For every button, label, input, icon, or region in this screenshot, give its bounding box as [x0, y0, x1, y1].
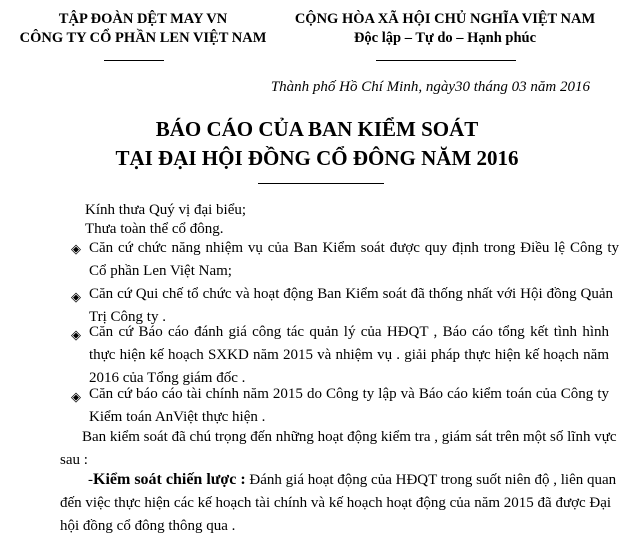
report-title-line1: BÁO CÁO CỦA BAN KIỂM SOÁT — [155, 117, 479, 141]
intro-paragraph: Ban kiểm soát đã chú trọng đến những hoạt động kiểm tra , giám sát trên một số lĩnh vực sau : — [60, 429, 617, 468]
header-left-underline — [104, 60, 164, 61]
bullet-diamond-icon: ◈ — [71, 389, 81, 404]
bullet-diamond-icon: ◈ — [71, 327, 81, 342]
section-text: Đánh giá hoạt động của HĐQT trong suốt niên độ , liên quan đến việc thực hiện các kế hoạch tài chính và kế hoạch hoạt động của năm 2015 đã được Đại hội đồng cổ đông thông qua . — [60, 472, 617, 534]
bullet-item: Căn cứ báo cáo tài chính năm 2015 do Công ty lập và Báo cáo kiểm toán của Công ty Kiểm toán AnViệt thực hiện . — [89, 386, 609, 425]
greeting-line1: Kính thưa Quý vị đại biểu; — [85, 202, 247, 218]
header-right-underline — [376, 60, 516, 61]
section-heading: Kiểm soát chiến lược : — [93, 471, 246, 488]
greeting-line2: Thưa toàn thể cổ đông. — [85, 221, 224, 237]
national-motto-subtitle: Độc lập – Tự do – Hạnh phúc — [353, 30, 537, 46]
national-motto-title: CỘNG HÒA XÃ HỘI CHỦ NGHĨA VIỆT NAM — [294, 11, 596, 27]
title-underline — [258, 183, 384, 184]
national-header — [270, 11, 620, 47]
section-dash: - — [88, 472, 93, 488]
report-title-line2: TẠI ĐẠI HỘI ĐỒNG CỔ ĐÔNG NĂM 2016 — [115, 146, 519, 170]
bullet-item: Căn cứ Qui chế tổ chức và hoạt động Ban Kiểm soát đã thống nhất với Hội đồng Quản Trị Công ty . — [89, 286, 613, 325]
strategy-control-paragraph — [60, 468, 622, 538]
date-line: Thành phố Hồ Chí Minh, ngày30 tháng 03 năm 2016 — [270, 79, 590, 95]
bullet-diamond-icon: ◈ — [71, 241, 81, 256]
company-name: CÔNG TY CỔ PHẦN LEN VIỆT NAM — [19, 30, 267, 46]
organization-header — [18, 11, 268, 47]
bullet-item: Căn cứ chức năng nhiệm vụ của Ban Kiểm soát được quy định trong Điều lệ Công ty Cổ phần Len Việt Nam; — [89, 240, 619, 279]
bullet-diamond-icon: ◈ — [71, 289, 81, 304]
bullet-item: Căn cứ Báo cáo đánh giá công tác quản lý của HĐQT , Báo cáo tổng kết tình hình thực hiện kế hoạch SXKD năm 2015 và nhiệm vụ . giải pháp thực hiện kế hoạch năm 2016 của Tổng giám đốc . — [89, 324, 609, 386]
parent-group-name: TẬP ĐOÀN DỆT MAY VN — [58, 11, 228, 27]
